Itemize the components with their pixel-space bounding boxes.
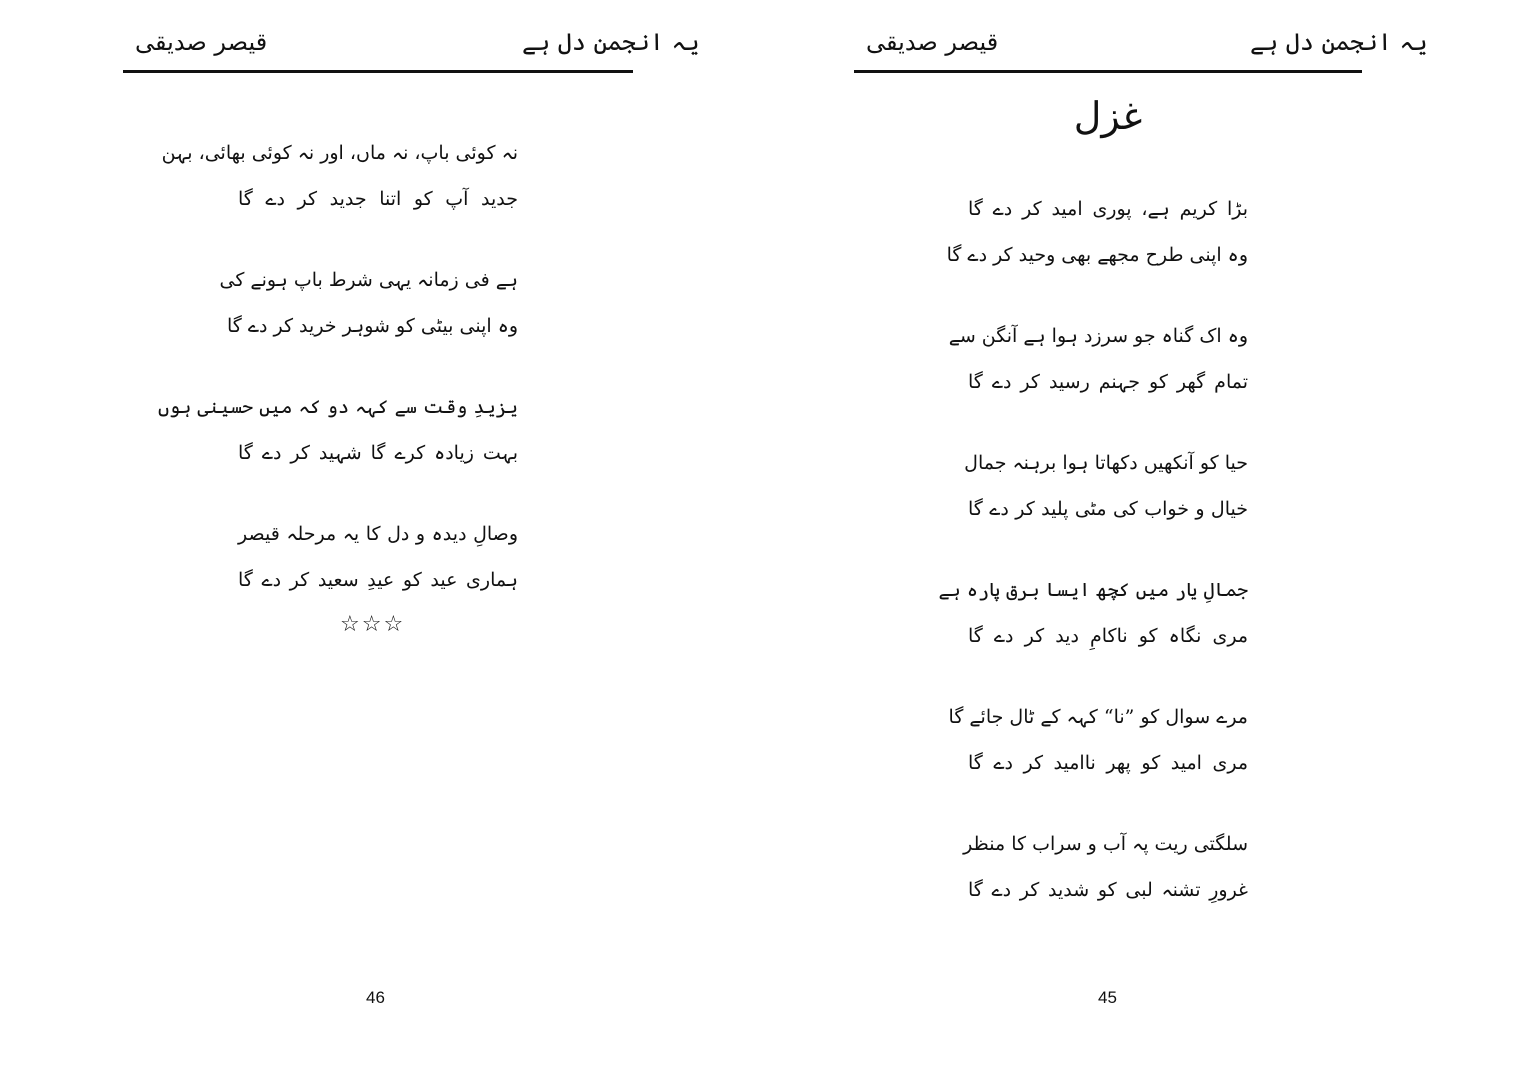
left-page: [0, 0, 698, 1080]
verse-line: خیال و خواب کی مٹی پلید کر دے گا: [968, 498, 1248, 520]
verse-line: حیا کو آنکھیں دکھاتا ہوا برہنہ جمال: [964, 452, 1248, 474]
couplet: [964, 440, 1248, 567]
couplet: [219, 257, 518, 384]
header-book-title: یہ انجمن دل ہے: [522, 28, 700, 56]
verse-line: وہ اپنی بیٹی کو شوہر خرید کر دے گا: [226, 315, 518, 337]
verse-line: غرورِ تشنہ لبی کو شدید کر دے گا: [968, 879, 1248, 901]
couplet: [157, 384, 518, 511]
couplet: [948, 694, 1248, 821]
verse-line: وہ اک گناہ جو سرزد ہوا ہے آنگن سے: [948, 325, 1248, 347]
poem-couplets: [938, 186, 1248, 948]
header-author: قیصر صدیقی: [135, 28, 268, 56]
couplet: [948, 313, 1248, 440]
verse-line: ہے فی زمانہ یہی شرط باپ ہونے کی: [219, 269, 518, 291]
header-rule: [123, 70, 633, 73]
verse-line: ہماری عید کو عیدِ سعید کر دے گا: [238, 569, 518, 591]
verse-line: بڑا کریم ہے، پوری امید کر دے گا: [968, 198, 1248, 220]
couplet: [946, 186, 1248, 313]
verse-line: مری نگاہ کو ناکامِ دید کر دے گا: [968, 625, 1248, 647]
verse-line: جدید آپ کو اتنا جدید کر دے گا: [238, 188, 518, 210]
verse-line: بہت زیادہ کرے گا شہید کر دے گا: [238, 442, 518, 464]
couplet: [161, 130, 518, 257]
verse-line: مرے سوال کو ”نا“ کہہ کے ٹال جائے گا: [948, 706, 1248, 728]
verse-line: تمام گھر کو جہنم رسید کر دے گا: [968, 371, 1248, 393]
verse-line: جمالِ یار میں کچھ ایسا برق پارہ ہے: [938, 579, 1248, 601]
couplet: [938, 567, 1248, 694]
header-book-title: یہ انجمن دل ہے: [1250, 28, 1428, 56]
right-page: [698, 0, 1428, 1080]
poem-couplets: [157, 130, 518, 638]
page-number: 46: [366, 988, 385, 1007]
verse-line: وصالِ دیدہ و دل کا یہ مرحلہ قیصر: [238, 523, 518, 545]
verse-line: سلگتی ریت پہ آب و سراب کا منظر: [963, 833, 1248, 855]
verse-line: نہ کوئی باپ، نہ ماں، اور نہ کوئی بھائی، بہن: [161, 142, 518, 164]
verse-line: مری امید کو پھر ناامید کر دے گا: [968, 752, 1248, 774]
header-rule: [854, 70, 1362, 73]
header-author: قیصر صدیقی: [866, 28, 999, 56]
verse-line: یزیدِ وقت سے کہہ دو کہ میں حسینی ہوں: [157, 396, 518, 418]
verse-line: وہ اپنی طرح مجھے بھی وحید کر دے گا: [946, 244, 1248, 266]
ghazal-heading: غزل: [1073, 94, 1143, 138]
page-number: 45: [1098, 988, 1117, 1007]
couplet: [963, 821, 1248, 948]
end-stars: ☆☆☆: [340, 612, 406, 637]
